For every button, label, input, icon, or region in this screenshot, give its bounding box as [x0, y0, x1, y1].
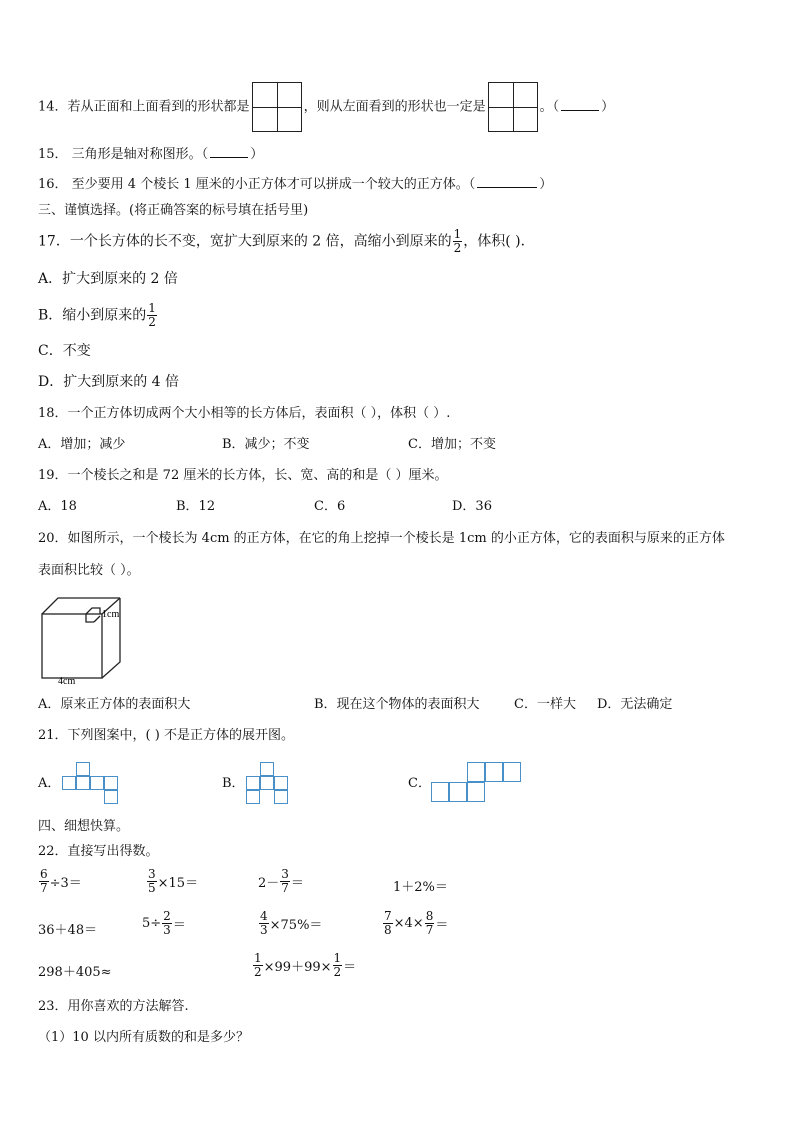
net-figure-b: [246, 762, 292, 806]
label-4cm: 4cm: [58, 676, 76, 684]
q18-option-c[interactable]: C．增加；不变: [408, 437, 496, 452]
q17-option-a[interactable]: A．扩大到原来的 2 倍: [38, 271, 178, 287]
calc-3-2: $\frac{1}{2}$ ×99＋99× $\frac{1}{2}$ ＝: [254, 951, 357, 979]
calc-1-4: 1＋2%＝: [393, 880, 448, 895]
question-20-line1: 20．如图所示，一个棱长为 4cm 的正方体，在它的角上挖掉一个棱长是 1cm 的小正方体，它的表面积与原来的正方体: [38, 531, 725, 546]
calc-2-4: $\frac{7}{8}$ ×4× $\frac{8}{7}$ ＝: [384, 909, 449, 937]
net-figure-c: [431, 762, 523, 806]
section-3-heading: 三、谨慎选择。(将正确答案的标号填在括号里): [38, 203, 309, 218]
q19-option-c[interactable]: C．6: [314, 499, 346, 514]
section-4-heading: 四、细想快算。: [38, 819, 130, 834]
q17-option-c[interactable]: C．不变: [38, 343, 91, 359]
question-16: 16． 至少要用 4 个棱长 1 厘米的小正方体才可以拼成一个较大的正方体。（ ）: [38, 177, 553, 192]
calc-2-2: 5÷ $\frac{2}{3}$ ＝: [142, 909, 186, 937]
q20-option-a[interactable]: A．原来正方体的表面积大: [38, 697, 191, 712]
question-23: 23．用你喜欢的方法解答.: [38, 999, 189, 1014]
calc-2-3: $\frac{4}{3}$ ×75%＝: [260, 909, 323, 937]
q21-option-c[interactable]: C．: [408, 776, 431, 791]
calc-1-1: $\frac{6}{7}$ ÷3＝: [40, 867, 82, 895]
question-22: 22．直接写出得数。: [38, 844, 159, 859]
calc-2-1: 36＋48＝: [38, 923, 98, 938]
q19-option-d[interactable]: D．36: [452, 499, 492, 514]
question-19: 19．一个棱长之和是 72 厘米的长方体，长、宽、高的和是（ ）厘米。: [38, 468, 448, 483]
q19-option-b[interactable]: B．12: [176, 499, 216, 514]
cube-figure: [36, 592, 136, 684]
answer-blank[interactable]: [477, 175, 537, 188]
q17-option-d[interactable]: D．扩大到原来的 4 倍: [38, 374, 180, 390]
question-20-line2: 表面积比较（ ）。: [38, 563, 140, 578]
q17-option-b[interactable]: B．缩小到原来的 $\frac{1}{2}$: [38, 301, 156, 329]
question-23-sub-1: （1）10 以内所有质数的和是多少？: [38, 1030, 249, 1045]
calc-3-1: 298＋405≈: [38, 965, 112, 980]
q20-option-d[interactable]: D．无法确定: [597, 697, 673, 712]
answer-blank[interactable]: [210, 145, 248, 158]
q20-option-b[interactable]: B．现在这个物体的表面积大: [314, 697, 480, 712]
question-17: 17．一个长方体的长不变，宽扩大到原来的 2 倍，高缩小到原来的 $\frac{1}{2}$ ，体积( )．: [38, 227, 535, 255]
question-14: 14．若从正面和上面看到的形状都是 ，则从左面看到的形状也一定是 。（ ）: [38, 82, 614, 133]
q18-option-a[interactable]: A．增加；减少: [38, 437, 126, 452]
question-21: 21．下列图案中，( ) 不是正方体的展开图。: [38, 728, 294, 743]
q21-option-b[interactable]: B．: [222, 776, 245, 791]
answer-blank[interactable]: [561, 98, 599, 111]
fraction: $\frac{1}{2}$: [148, 301, 156, 329]
q18-option-b[interactable]: B．减少；不变: [222, 437, 310, 452]
question-18: 18．一个正方体切成两个大小相等的长方体后，表面积（ ），体积（ ）.: [38, 406, 451, 421]
net-figure-a: [62, 762, 122, 806]
calc-1-3: 2－ $\frac{3}{7}$ ＝: [258, 867, 304, 895]
grid-figure-front-top: [252, 82, 302, 132]
label-1cm: 1cm: [102, 609, 120, 620]
grid-figure-left: [488, 82, 538, 132]
q21-option-a[interactable]: A．: [38, 776, 61, 791]
calc-1-2: $\frac{3}{5}$ ×15＝: [148, 867, 199, 895]
fraction: $\frac{1}{2}$: [453, 227, 462, 255]
question-15: 15． 三角形是轴对称图形。（ ）: [38, 147, 264, 162]
q20-option-c[interactable]: C．一样大: [514, 697, 576, 712]
q19-option-a[interactable]: A．18: [38, 499, 77, 514]
